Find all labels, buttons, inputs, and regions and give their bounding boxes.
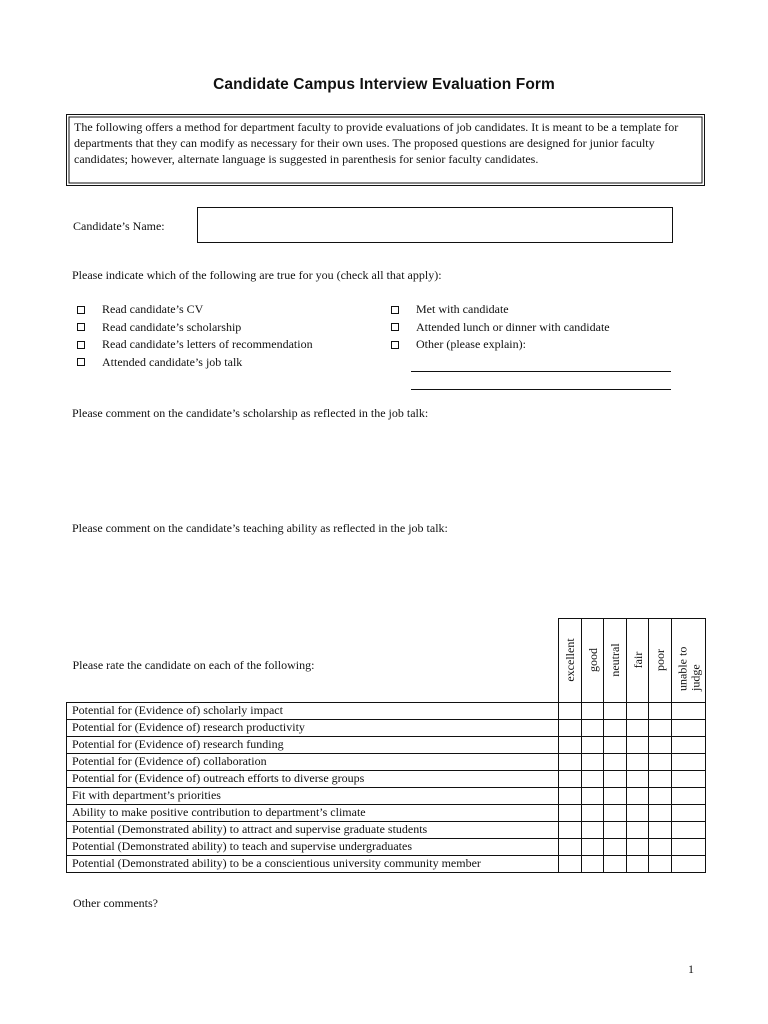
rating-cell[interactable]	[649, 821, 672, 838]
checklist-prompt: Please indicate which of the following are true for you (check all that apply):	[72, 268, 442, 282]
criterion-label: Potential (Demonstrated ability) to attract and supervise graduate students	[67, 821, 559, 838]
rating-cell[interactable]	[672, 804, 706, 821]
rating-cell[interactable]	[627, 719, 649, 736]
rating-cell[interactable]	[627, 753, 649, 770]
rating-cell[interactable]	[582, 821, 604, 838]
checklist-item-label: Other (please explain):	[416, 337, 526, 351]
rating-cell[interactable]	[649, 838, 672, 855]
teaching-comment-area[interactable]	[72, 541, 706, 613]
criterion-label: Potential for (Evidence of) collaboration	[67, 753, 559, 770]
rating-row	[67, 804, 706, 821]
rating-cell[interactable]	[627, 770, 649, 787]
teaching-prompt: Please comment on the candidate’s teaching ability as reflected in the job talk:	[72, 521, 448, 535]
rating-cell[interactable]	[559, 753, 582, 770]
rating-cell[interactable]	[672, 702, 706, 719]
checklist-item-label: Read candidate’s CV	[102, 302, 204, 316]
rating-cell[interactable]	[649, 855, 672, 872]
scale-label: poor	[652, 649, 667, 672]
rating-cell[interactable]	[559, 770, 582, 787]
rating-cell[interactable]	[582, 736, 604, 753]
rating-cell[interactable]	[559, 787, 582, 804]
rating-cell[interactable]	[582, 702, 604, 719]
rating-cell[interactable]	[627, 821, 649, 838]
other-explain-line-2[interactable]	[411, 389, 671, 390]
rating-cell[interactable]	[582, 855, 604, 872]
rating-cell[interactable]	[559, 838, 582, 855]
checklist-item	[391, 301, 610, 319]
scale-header	[672, 619, 706, 703]
rating-cell[interactable]	[604, 719, 627, 736]
rating-row	[67, 855, 706, 872]
checkbox[interactable]	[391, 341, 399, 349]
checklist-left-column	[77, 301, 313, 371]
rating-cell[interactable]	[604, 787, 627, 804]
rating-cell[interactable]	[582, 787, 604, 804]
rating-cell[interactable]	[627, 702, 649, 719]
scholarship-comment-area[interactable]	[72, 426, 706, 516]
rating-cell[interactable]	[627, 838, 649, 855]
candidate-name-field[interactable]	[197, 207, 673, 243]
rating-cell[interactable]	[582, 838, 604, 855]
rating-cell[interactable]	[627, 855, 649, 872]
rating-row	[67, 719, 706, 736]
rating-cell[interactable]	[582, 770, 604, 787]
rating-prompt: Please rate the candidate on each of the following:	[67, 619, 559, 703]
checklist-item	[77, 319, 313, 337]
criterion-label: Potential (Demonstrated ability) to be a conscientious university community member	[67, 855, 559, 872]
criterion-label: Fit with department’s priorities	[67, 787, 559, 804]
checkbox[interactable]	[77, 306, 85, 314]
rating-cell[interactable]	[649, 804, 672, 821]
scale-label: good	[585, 648, 600, 673]
rating-row	[67, 821, 706, 838]
rating-row	[67, 838, 706, 855]
criterion-label: Potential for (Evidence of) outreach efforts to diverse groups	[67, 770, 559, 787]
checklist-right-column	[391, 301, 610, 354]
rating-cell[interactable]	[672, 753, 706, 770]
rating-cell[interactable]	[604, 702, 627, 719]
rating-cell[interactable]	[672, 770, 706, 787]
scholarship-prompt: Please comment on the candidate’s scholarship as reflected in the job talk:	[72, 406, 429, 420]
rating-cell[interactable]	[672, 719, 706, 736]
scale-label: fair	[630, 651, 645, 669]
checklist-item	[391, 319, 610, 337]
checklist-item-label: Attended lunch or dinner with candidate	[416, 319, 610, 334]
rating-cell[interactable]	[649, 787, 672, 804]
criterion-label: Potential for (Evidence of) research productivity	[67, 719, 559, 736]
other-comments-area[interactable]	[72, 914, 706, 959]
rating-cell[interactable]	[604, 770, 627, 787]
scale-label: unable to judge	[675, 646, 702, 692]
rating-cell[interactable]	[649, 719, 672, 736]
checkbox[interactable]	[391, 323, 399, 331]
rating-cell[interactable]	[672, 787, 706, 804]
page-number: 1	[688, 962, 694, 976]
rating-cell[interactable]	[559, 719, 582, 736]
intro-box: The following offers a method for department faculty to provide evaluations of job candidates. It is meant to be a template for departments that they can modify as necessary for their own uses. The proposed questions are designed for junior faculty candidates; however, alternate language is suggested in parenthesis for senior faculty candidates.	[66, 114, 705, 186]
scale-label: excellent	[562, 638, 577, 682]
rating-cell[interactable]	[672, 821, 706, 838]
rating-cell[interactable]	[604, 855, 627, 872]
checkbox[interactable]	[77, 358, 85, 366]
rating-cell[interactable]	[604, 821, 627, 838]
rating-cell[interactable]	[649, 770, 672, 787]
criterion-label: Ability to make positive contribution to department’s climate	[67, 804, 559, 821]
rating-cell[interactable]	[649, 753, 672, 770]
rating-cell[interactable]	[559, 855, 582, 872]
rating-cell[interactable]	[559, 804, 582, 821]
rating-row	[67, 702, 706, 719]
rating-cell[interactable]	[604, 838, 627, 855]
checklist-item-label: Read candidate’s scholarship	[102, 319, 242, 334]
rating-cell[interactable]	[672, 838, 706, 855]
rating-cell[interactable]	[604, 804, 627, 821]
checklist-item-label: Met with candidate	[416, 302, 509, 316]
candidate-name-label: Candidate’s Name:	[73, 219, 165, 233]
rating-cell[interactable]	[627, 787, 649, 804]
rating-cell[interactable]	[582, 753, 604, 770]
rating-row	[67, 753, 706, 770]
scale-header	[649, 619, 672, 703]
rating-cell[interactable]	[582, 804, 604, 821]
rating-cell[interactable]	[604, 753, 627, 770]
rating-table	[66, 618, 706, 873]
criterion-label: Potential for (Evidence of) research funding	[67, 736, 559, 753]
checkbox[interactable]	[77, 341, 85, 349]
rating-row	[67, 787, 706, 804]
rating-header-row	[67, 619, 706, 703]
scale-header	[582, 619, 604, 703]
rating-cell[interactable]	[672, 855, 706, 872]
criterion-label: Potential (Demonstrated ability) to teach and supervise undergraduates	[67, 838, 559, 855]
rating-cell[interactable]	[649, 702, 672, 719]
other-explain-line-1[interactable]	[411, 371, 671, 372]
checklist-item-label: Attended candidate’s job talk	[102, 354, 243, 369]
rating-cell[interactable]	[627, 736, 649, 753]
rating-cell[interactable]	[649, 736, 672, 753]
rating-cell[interactable]	[559, 736, 582, 753]
rating-row	[67, 770, 706, 787]
scale-header	[627, 619, 649, 703]
form-title: Candidate Campus Interview Evaluation Form	[213, 76, 555, 93]
checkbox[interactable]	[77, 323, 85, 331]
scale-header	[604, 619, 627, 703]
rating-row	[67, 736, 706, 753]
rating-cell[interactable]	[559, 821, 582, 838]
rating-cell[interactable]	[559, 702, 582, 719]
rating-cell[interactable]	[627, 804, 649, 821]
criterion-label: Potential for (Evidence of) scholarly impact	[67, 702, 559, 719]
rating-cell[interactable]	[604, 736, 627, 753]
checklist-item	[77, 354, 313, 372]
checkbox[interactable]	[391, 306, 399, 314]
checklist-item	[391, 336, 610, 354]
rating-cell[interactable]	[582, 719, 604, 736]
other-comments-label: Other comments?	[73, 896, 158, 910]
checklist-item	[77, 301, 313, 319]
scale-label: neutral	[607, 643, 622, 677]
rating-cell[interactable]	[672, 736, 706, 753]
scale-header	[559, 619, 582, 703]
checklist-item-label: Read candidate’s letters of recommendation	[102, 337, 313, 351]
checklist-item	[77, 336, 313, 354]
